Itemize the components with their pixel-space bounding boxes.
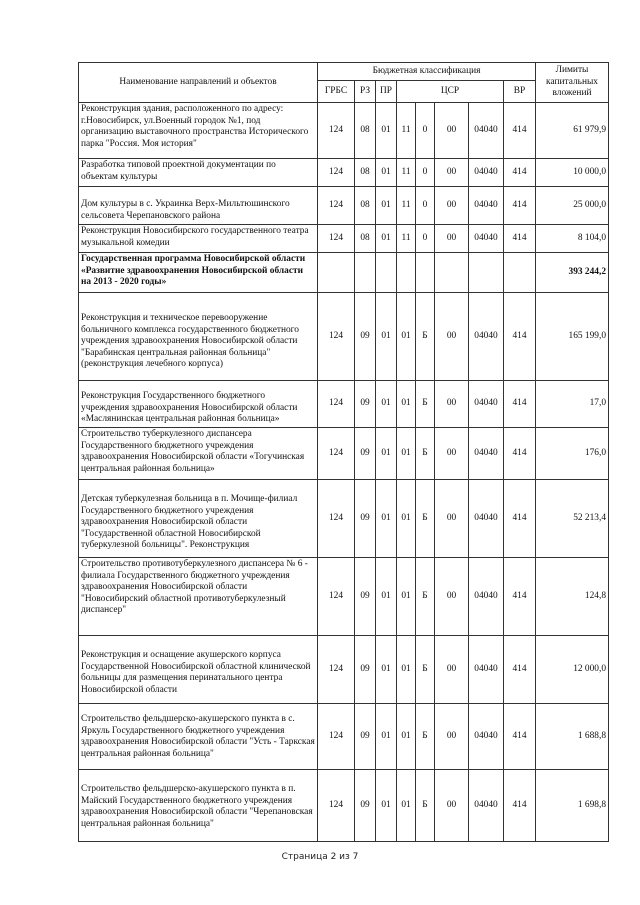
vr-code: 414 [504, 225, 536, 253]
limit-value: 8 104,0 [536, 225, 609, 253]
grbs-code: 124 [318, 187, 355, 225]
vr-code: 414 [504, 704, 536, 770]
csr-part-1: 01 [397, 704, 416, 770]
limit-value: 25 000,0 [536, 187, 609, 225]
csr-part-1: 01 [397, 293, 416, 381]
rz-code: 09 [355, 428, 376, 480]
grbs-code: 124 [318, 225, 355, 253]
csr-part-4: 04040 [469, 103, 504, 159]
csr-part-4: 04040 [469, 636, 504, 704]
object-name: Строительство фельдшерско-акушерского пункта в с. Яркуль Государственного бюджетного учреждения здравоохранения Новосибирской области "Усть - Таркская центральная районная больница" [79, 704, 318, 770]
object-name: Разработка типовой проектной документации по объектам культуры [79, 159, 318, 187]
csr-part-4: 04040 [469, 770, 504, 842]
table-row [79, 381, 609, 428]
object-name: Реконструкция Государственного бюджетного учреждения здравоохранения Новосибирской области «Маслянинская центральная районная больница» [79, 381, 318, 428]
grbs-code [318, 253, 355, 293]
pr-code: 01 [376, 159, 397, 187]
csr-part-1: 01 [397, 480, 416, 558]
rz-code: 08 [355, 103, 376, 159]
header-grbs: ГРБС [318, 81, 355, 103]
vr-code: 414 [504, 293, 536, 381]
grbs-code: 124 [318, 293, 355, 381]
csr-part-2: 0 [416, 159, 435, 187]
table-row [79, 480, 609, 558]
grbs-code: 124 [318, 381, 355, 428]
pr-code: 01 [376, 704, 397, 770]
limit-value: 1 688,8 [536, 704, 609, 770]
object-name: Строительство противотуберкулезного диспансера № 6 - филиала Государственного бюджетного учреждения здравоохранения Новосибирской области "Новосибирский областной противотуберкулезный диспансер" [79, 558, 318, 636]
pr-code: 01 [376, 428, 397, 480]
rz-code: 08 [355, 225, 376, 253]
budget-table [78, 62, 609, 842]
limit-value: 1 698,8 [536, 770, 609, 842]
csr-part-2: Б [416, 636, 435, 704]
limit-value: 52 213,4 [536, 480, 609, 558]
csr-part-1 [397, 253, 416, 293]
object-name: Реконструкция и оснащение акушерского корпуса Государственной Новосибирской областной клинической больницы для размещения перинатального центра Новосибирской области [79, 636, 318, 704]
csr-part-3: 00 [435, 770, 469, 842]
csr-part-3: 00 [435, 480, 469, 558]
grbs-code: 124 [318, 480, 355, 558]
vr-code: 414 [504, 480, 536, 558]
pr-code [376, 253, 397, 293]
rz-code: 09 [355, 558, 376, 636]
grbs-code: 124 [318, 770, 355, 842]
rz-code: 09 [355, 704, 376, 770]
pr-code: 01 [376, 381, 397, 428]
csr-part-1: 11 [397, 103, 416, 159]
header-vr: ВР [504, 81, 536, 103]
vr-code: 414 [504, 187, 536, 225]
csr-part-1: 11 [397, 225, 416, 253]
vr-code: 414 [504, 770, 536, 842]
csr-part-1: 01 [397, 381, 416, 428]
vr-code: 414 [504, 428, 536, 480]
object-name: Реконструкция здания, расположенного по адресу: г.Новосибирск, ул.Военный городок №1, под организацию выставочного пространства Исторического парка "Россия. Моя история" [79, 103, 318, 159]
header-rz: РЗ [355, 81, 376, 103]
grbs-code: 124 [318, 103, 355, 159]
csr-part-2: Б [416, 428, 435, 480]
csr-part-3 [435, 253, 469, 293]
table-row [79, 636, 609, 704]
rz-code: 08 [355, 187, 376, 225]
table-body [79, 103, 609, 842]
csr-part-3: 00 [435, 558, 469, 636]
limit-value: 124,8 [536, 558, 609, 636]
table-row [79, 253, 609, 293]
csr-part-4: 04040 [469, 293, 504, 381]
csr-part-4: 04040 [469, 159, 504, 187]
table-row [79, 428, 609, 480]
csr-part-3: 00 [435, 159, 469, 187]
object-name: Государственная программа Новосибирской области «Развитие здравоохранения Новосибирской области на 2013 - 2020 годы» [79, 253, 318, 293]
csr-part-1: 11 [397, 187, 416, 225]
limit-value: 12 000,0 [536, 636, 609, 704]
rz-code: 09 [355, 636, 376, 704]
csr-part-2: Б [416, 558, 435, 636]
csr-part-2: 0 [416, 103, 435, 159]
csr-part-2: Б [416, 381, 435, 428]
pr-code: 01 [376, 293, 397, 381]
object-name: Дом культуры в с. Украинка Верх-Мильтюшинского сельсовета Черепановского района [79, 187, 318, 225]
table-row [79, 103, 609, 159]
pr-code: 01 [376, 636, 397, 704]
pr-code: 01 [376, 770, 397, 842]
rz-code [355, 253, 376, 293]
header-limits: Лимиты капитальных вложений [536, 63, 609, 103]
pr-code: 01 [376, 225, 397, 253]
rz-code: 09 [355, 480, 376, 558]
csr-part-4: 04040 [469, 558, 504, 636]
csr-part-4: 04040 [469, 704, 504, 770]
csr-part-2: Б [416, 704, 435, 770]
csr-part-2: Б [416, 770, 435, 842]
pr-code: 01 [376, 480, 397, 558]
csr-part-3: 00 [435, 636, 469, 704]
object-name: Строительство туберкулезного диспансера Государственного бюджетного учреждения здравоохранения Новосибирской области «Тогучинская центральная районная больница» [79, 428, 318, 480]
csr-part-2: Б [416, 293, 435, 381]
csr-part-1: 11 [397, 159, 416, 187]
grbs-code: 124 [318, 636, 355, 704]
csr-part-3: 00 [435, 381, 469, 428]
grbs-code: 124 [318, 558, 355, 636]
csr-part-3: 00 [435, 428, 469, 480]
header-budget-class: Бюджетная классификация [318, 63, 536, 81]
page-footer: Страница 2 из 7 [281, 852, 359, 862]
rz-code: 09 [355, 381, 376, 428]
limit-value: 176,0 [536, 428, 609, 480]
rz-code: 08 [355, 159, 376, 187]
csr-part-2: Б [416, 480, 435, 558]
object-name: Реконструкция и техническое перевооружение больничного комплекса государственного бюджетного учреждения здравоохранения Новосибирской области "Барабинская центральная районная больница" (реконструкция лечебного корпуса) [79, 293, 318, 381]
vr-code: 414 [504, 558, 536, 636]
csr-part-4: 04040 [469, 225, 504, 253]
vr-code: 414 [504, 636, 536, 704]
vr-code: 414 [504, 159, 536, 187]
csr-part-3: 00 [435, 187, 469, 225]
table-header [79, 63, 609, 103]
rz-code: 09 [355, 293, 376, 381]
csr-part-4: 04040 [469, 381, 504, 428]
object-name: Детская туберкулезная больница в п. Мочище-филиал Государственного бюджетного учреждения здравоохранения Новосибирской области "Государственной областной Новосибирской туберкулезной больницы". Реконструкция [79, 480, 318, 558]
table-row [79, 704, 609, 770]
table-row [79, 187, 609, 225]
csr-part-2 [416, 253, 435, 293]
csr-part-1: 01 [397, 428, 416, 480]
header-pr: ПР [376, 81, 397, 103]
header-csr: ЦСР [397, 81, 504, 103]
rz-code: 09 [355, 770, 376, 842]
table-row [79, 558, 609, 636]
limit-value: 165 199,0 [536, 293, 609, 381]
header-name: Наименование направлений и объектов [79, 63, 318, 103]
table-row [79, 225, 609, 253]
csr-part-3: 00 [435, 704, 469, 770]
table-row [79, 293, 609, 381]
csr-part-3: 00 [435, 293, 469, 381]
grbs-code: 124 [318, 704, 355, 770]
csr-part-2: 0 [416, 225, 435, 253]
csr-part-3: 00 [435, 225, 469, 253]
csr-part-1: 01 [397, 558, 416, 636]
grbs-code: 124 [318, 159, 355, 187]
vr-code [504, 253, 536, 293]
pr-code: 01 [376, 103, 397, 159]
limit-value: 61 979,9 [536, 103, 609, 159]
csr-part-2: 0 [416, 187, 435, 225]
csr-part-1: 01 [397, 636, 416, 704]
csr-part-3: 00 [435, 103, 469, 159]
object-name: Реконструкция Новосибирского государственного театра музыкальной комедии [79, 225, 318, 253]
limit-value: 10 000,0 [536, 159, 609, 187]
table-row [79, 770, 609, 842]
vr-code: 414 [504, 381, 536, 428]
csr-part-4 [469, 253, 504, 293]
grbs-code: 124 [318, 428, 355, 480]
csr-part-4: 04040 [469, 187, 504, 225]
csr-part-1: 01 [397, 770, 416, 842]
pr-code: 01 [376, 187, 397, 225]
csr-part-4: 04040 [469, 428, 504, 480]
pr-code: 01 [376, 558, 397, 636]
limit-value: 393 244,2 [536, 253, 609, 293]
vr-code: 414 [504, 103, 536, 159]
csr-part-4: 04040 [469, 480, 504, 558]
object-name: Строительство фельдшерско-акушерского пункта в п. Майский Государственного бюджетного учреждения здравоохранения Новосибирской области "Черепановская центральная районная больница" [79, 770, 318, 842]
table-row [79, 159, 609, 187]
limit-value: 17,0 [536, 381, 609, 428]
